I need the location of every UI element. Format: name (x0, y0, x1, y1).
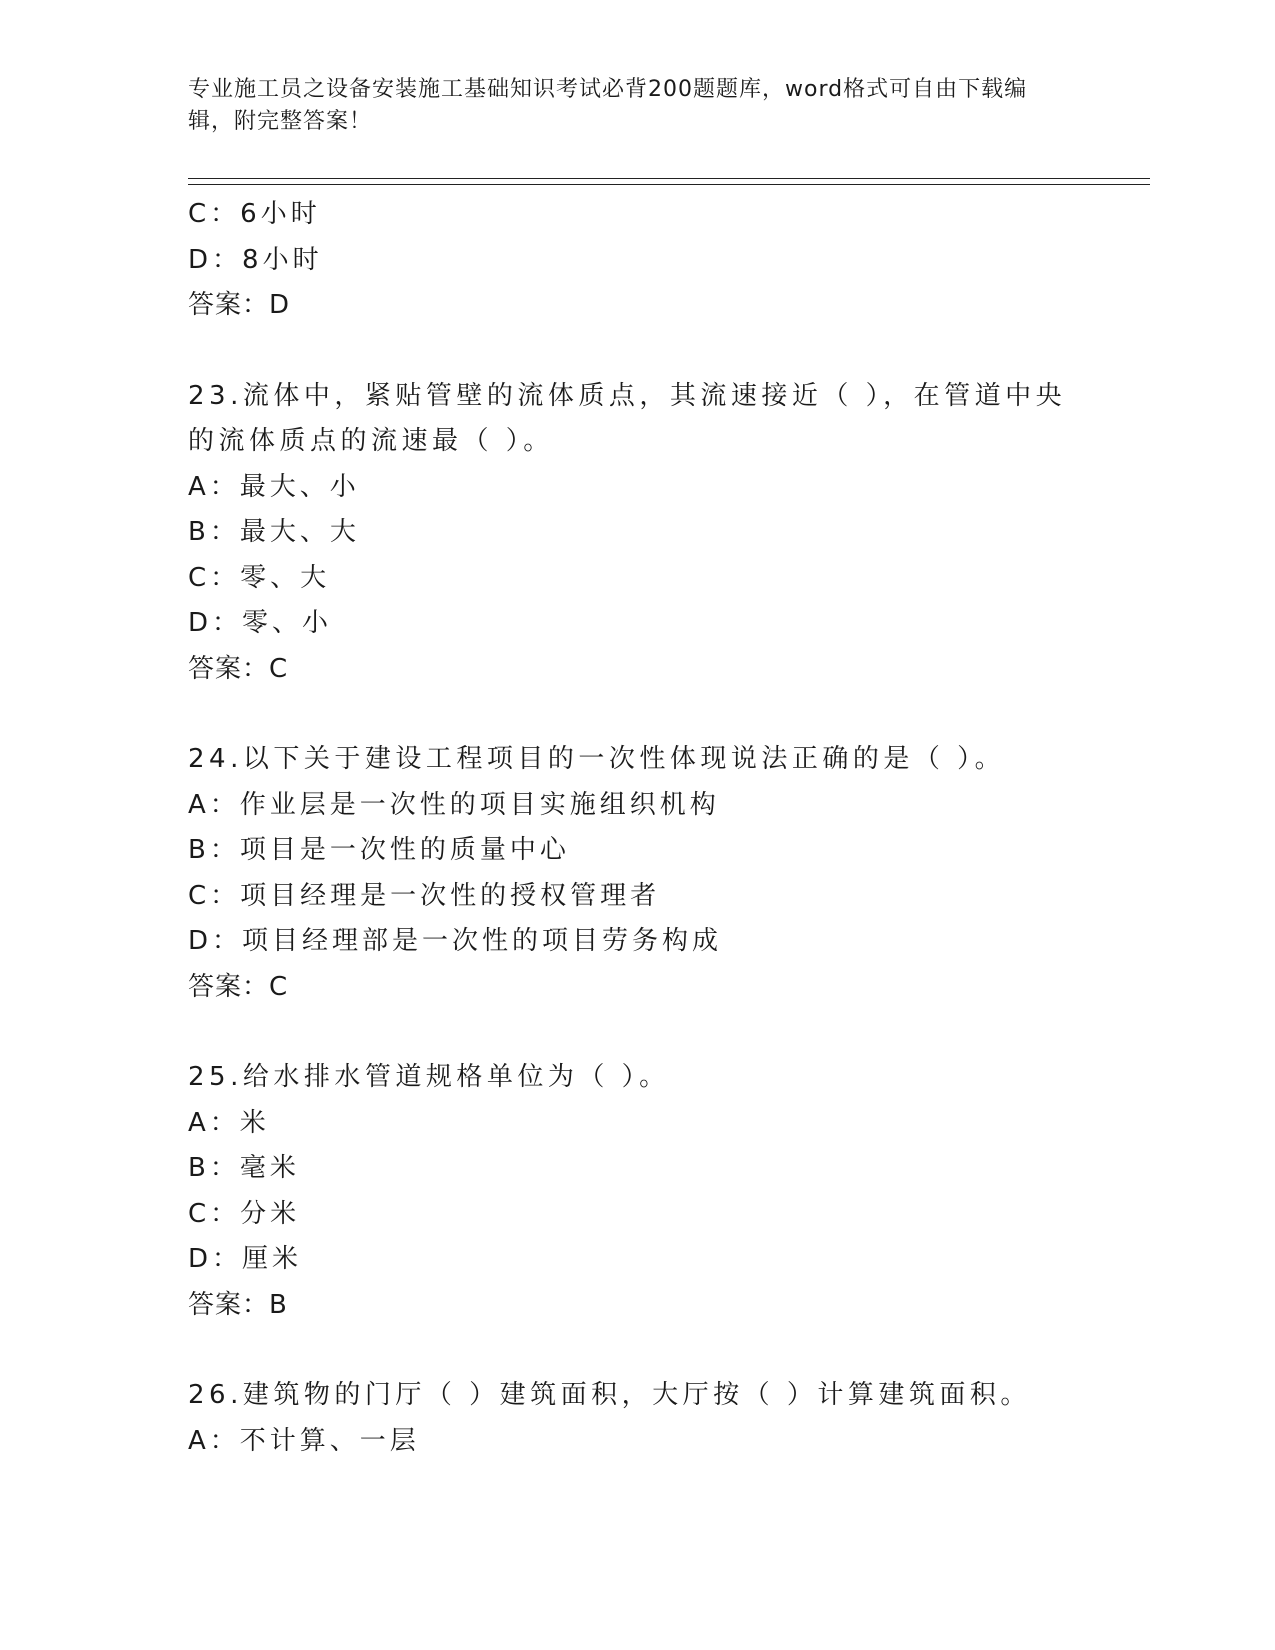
answer-line: 答案：C (188, 971, 289, 1002)
spacer (188, 692, 1088, 737)
option-a: A：不计算、一层 (188, 1425, 420, 1456)
option-a: A：米 (188, 1107, 270, 1138)
option-d: D：项目经理部是一次性的项目劳务构成 (188, 926, 723, 956)
question-24-text: 24.以下关于建设工程项目的一次性体现说法正确的是（ ）。 (188, 744, 1006, 774)
spacer (188, 1010, 1088, 1055)
option-c: C：分米 (188, 1198, 301, 1229)
option-b: B：项目是一次性的质量中心 (188, 835, 570, 865)
header-double-rule (188, 178, 1150, 185)
option-d: D：8小时 (188, 244, 323, 275)
option-c: C：6小时 (188, 199, 321, 229)
option-b: B：毫米 (188, 1153, 300, 1183)
option-c: C：项目经理是一次性的授权管理者 (188, 880, 661, 911)
answer-line: 答案：B (188, 1289, 288, 1320)
option-b: B：最大、大 (188, 517, 360, 547)
document-header-title: 专业施工员之设备安装施工基础知识考试必背200题题库，word格式可自由下载编辑，附完整答案！ (188, 77, 1028, 134)
option-c: C：零、大 (188, 562, 331, 593)
option-a: A：最大、小 (188, 471, 360, 502)
question-25-text: 25.给水排水管道规格单位为（ ）。 (188, 1062, 670, 1092)
question-23-text: 23.流体中，紧贴管壁的流体质点，其流速接近（ ），在管道中央的流体质点的流速最（ ）。 (188, 380, 1067, 456)
answer-line: 答案：D (188, 290, 291, 320)
option-a: A：作业层是一次性的项目实施组织机构 (188, 789, 720, 820)
spacer (188, 329, 1088, 374)
question-26-text: 26.建筑物的门厅（ ）建筑面积，大厅按（ ）计算建筑面积。 (188, 1380, 1031, 1410)
option-d: D：零、小 (188, 608, 333, 638)
option-d: D：厘米 (188, 1244, 303, 1274)
question-content (188, 192, 1088, 1464)
spacer (188, 1328, 1088, 1373)
answer-line: 答案：C (188, 653, 289, 684)
